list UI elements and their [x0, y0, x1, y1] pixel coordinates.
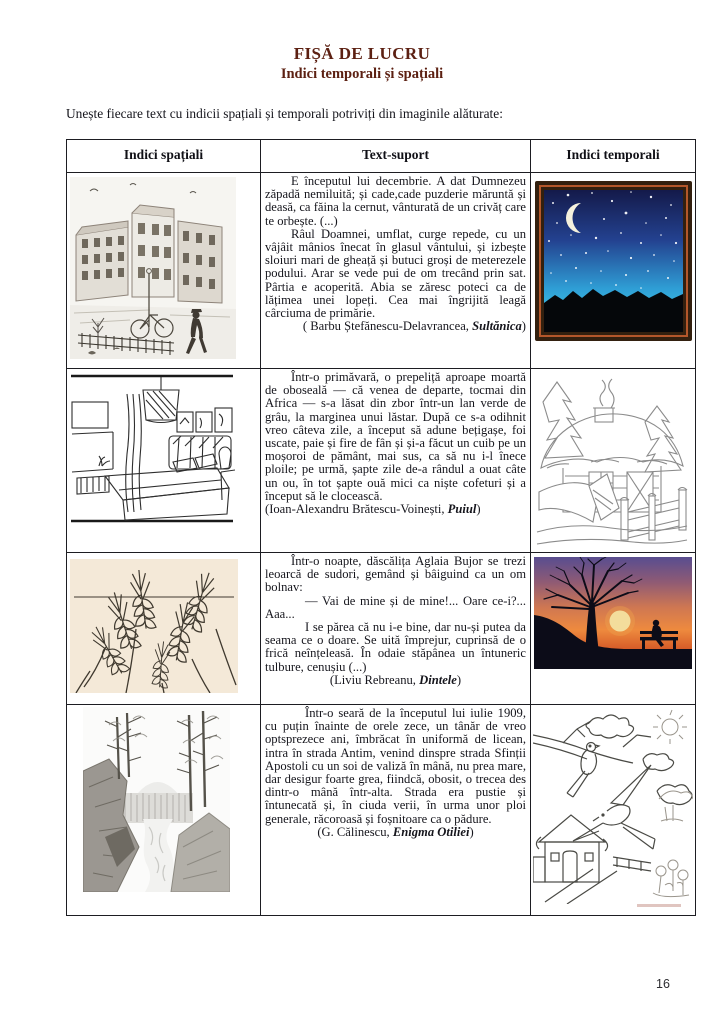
attribution: [265, 320, 526, 333]
header-indici-spatiali: Indici spațiali: [67, 140, 261, 173]
text-paragraph: Într-o noapte, dăscălița Aglaia Bujor se trezi leoarcă de sudori, gemând și bâiguind ca un om bolnav:: [265, 554, 526, 595]
winter-cottage-drawing-image: [533, 372, 691, 552]
worksheet-table: [66, 139, 696, 916]
header-text-suport: Text-suport: [261, 140, 531, 173]
text-paragraph: E începutul lui decembrie. A dat Dumnezeu zăpadă nemiluită; și cade,cade puzderie măruntă și deasă, ca făina la cernut, vânturată de un crivăț care te orbește. (...): [265, 174, 526, 228]
attribution: [265, 503, 526, 516]
dialogue-line: — Vai de mine și de mine!... Oare ce-i?... Aaa...: [265, 593, 526, 621]
attribution-author: (Liviu Rebreanu,: [329, 672, 420, 687]
instruction-text: Unește fiecare text cu indicii spațiali și temporali potriviți din imaginile alăturate:: [66, 106, 503, 121]
village-street-sketch-image: [70, 177, 236, 359]
text-cell-row3: [261, 553, 531, 705]
attribution: [265, 826, 526, 839]
attribution-close: ): [476, 502, 481, 517]
text-cell-row2: [261, 369, 531, 553]
text-cell-row4: [261, 705, 531, 915]
page-number: 16: [656, 977, 670, 991]
swallows-coloring-page-image: [533, 707, 693, 904]
attribution: [265, 674, 526, 687]
watermark-url: [637, 904, 681, 907]
temporal-image-row3: [531, 553, 695, 705]
page-title: FIȘĂ DE LUCRU: [293, 44, 431, 63]
text-paragraph: Râul Doamnei, umflat, curge repede, cu un vâjâit mânios înecat în glasul vântului, și izbește sloiuri mari de gheață și butuci groși de meterezele podului. Arar se vede pui de om trecând prin sat. Pârtia e acoperită. Abia se zăresc poteci ca de lățimea unei lopeți. Cea mai îngrijită leagă cârciuma de primărie.: [265, 226, 526, 321]
page-subtitle: Indici temporali și spațiali: [280, 66, 444, 82]
bedroom-sketch-image: [69, 374, 235, 524]
attribution-close: ): [469, 824, 474, 839]
attribution-author: ( Barbu Ștefănescu-Delavrancea,: [302, 319, 473, 334]
temporal-image-row2: [531, 369, 695, 553]
attribution-work: Dintele: [419, 672, 457, 687]
attribution-work: Enigma Otiliei: [392, 824, 470, 839]
sunset-silhouette-image: [534, 557, 692, 669]
spatial-image-row4: [67, 705, 261, 915]
attribution-author: (Ioan-Alexandru Brătescu-Voinești,: [265, 502, 448, 517]
header-indici-temporali: Indici temporali: [531, 140, 695, 173]
attribution-work: Sultănica: [472, 319, 522, 334]
wheat-ears-drawing-image: [70, 559, 238, 693]
temporal-image-row4: [531, 705, 695, 915]
spatial-image-row3: [67, 553, 261, 705]
attribution-work: Puiul: [447, 502, 477, 517]
spatial-image-row2: [67, 369, 261, 553]
text-paragraph: I se părea că nu i-e bine, dar nu-și putea da seama ce o doare. Se uită împrejur, cuprinsă de o frică neînțeleasă. În odaie stăpânea un întuneric tulbure, cenușiu (...): [265, 620, 526, 674]
forest-stream-drawing-image: [83, 707, 230, 892]
night-sky-painting-image: [535, 181, 692, 341]
text-paragraph: Într-o primăvară, o prepeliță aproape moartă de oboseală — că venea de departe, tocmai din Africa — s-a lăsat din zbor într-un lan verde de grâu, la marginea unui lăstar. După ce s-a odihnit vreo câteva zile, a început să adune bețigașe, foi uscate, paie și fire de fân și și-a făcut un cuib pe un moșoroi de pământ, mai sus, ca să nu i-l înece ploile; pe urmă, șapte zile de-a rândul a ouat câte un ou, în tot șapte ouă mici ca niște cofeturi și a început să le clocească.: [265, 370, 526, 503]
temporal-image-row1: [531, 173, 695, 369]
attribution-close: ): [521, 319, 526, 334]
spatial-image-row1: [67, 173, 261, 369]
attribution-author: (G. Călinescu,: [317, 824, 393, 839]
attribution-close: ): [456, 672, 462, 687]
text-cell-row1: [261, 173, 531, 369]
text-paragraph: Într-o seară de la începutul lui iulie 1909, cu puțin înainte de orele zece, un tânăr de vreo optsprezece ani, îmbrăcat în uniformă de licean, intra în strada Antim, venind dinspre strada Sfinții Apostoli cu un soi de valiză în mână, nu prea mare, dar desigur foarte grea, fiindcă, obosit, o trecea des dintr-o mână într-alta. Strada era pustie și întunecată și, în ciuda verii, în urma unor ploi generale, răcoroasă și foșnitoare ca o pădure.: [265, 706, 526, 826]
